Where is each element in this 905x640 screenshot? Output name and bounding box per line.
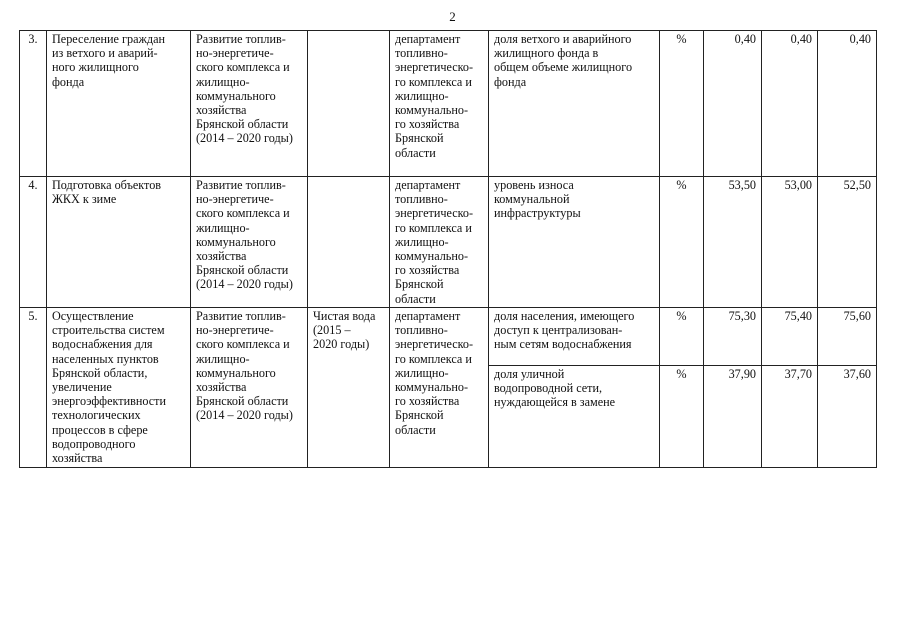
indicator-cell: доля ветхого и аварийного жилищного фонда в общем объеме жилищного фонда [489,31,660,177]
row-number: 4. [20,177,47,308]
program-cell: Развитие топлив- но-энергетиче- ского комплекса и жилищно- коммунального хозяйства Брянской области (2014 – 2020 годы) [191,177,308,308]
unit-cell: % [660,308,704,366]
executor-cell: департамент топливно- энергетическо- го комплекса и жилищно- коммунально- го хозяйства Брянской области [390,177,489,308]
value-cell: 0,40 [704,31,762,177]
unit-cell: % [660,366,704,468]
indicator-cell: доля населения, имеющего доступ к централизован- ным сетям водоснабжения [489,308,660,366]
value-cell: 37,90 [704,366,762,468]
row-number: 5. [20,308,47,468]
value-cell: 37,70 [762,366,818,468]
subprogram-cell: Чистая вода (2015 – 2020 годы) [308,308,390,468]
task-cell: Переселение граждан из ветхого и аварий- ного жилищного фонда [47,31,191,177]
table-row [20,308,877,366]
value-cell: 53,00 [762,177,818,308]
value-cell: 75,60 [818,308,877,366]
indicator-cell: уровень износа коммунальной инфраструктуры [489,177,660,308]
program-cell: Развитие топлив- но-энергетиче- ского комплекса и жилищно- коммунального хозяйства Брянской области (2014 – 2020 годы) [191,31,308,177]
value-cell: 75,30 [704,308,762,366]
row-number: 3. [20,31,47,177]
value-cell: 75,40 [762,308,818,366]
task-cell: Подготовка объектов ЖКХ к зиме [47,177,191,308]
executor-cell: департамент топливно- энергетическо- го комплекса и жилищно- коммунально- го хозяйства Брянской области [390,31,489,177]
value-cell: 52,50 [818,177,877,308]
value-cell: 37,60 [818,366,877,468]
subprogram-cell [308,31,390,177]
value-cell: 0,40 [818,31,877,177]
table-row [20,31,877,177]
value-cell: 53,50 [704,177,762,308]
table-row [20,177,877,308]
unit-cell: % [660,31,704,177]
indicator-cell: доля уличной водопроводной сети, нуждающейся в замене [489,366,660,468]
indicators-table [19,30,877,468]
executor-cell: департамент топливно- энергетическо- го комплекса и жилищно- коммунально- го хозяйства Брянской области [390,308,489,468]
program-cell: Развитие топлив- но-энергетиче- ского комплекса и жилищно- коммунального хозяйства Брянской области (2014 – 2020 годы) [191,308,308,468]
page-number: 2 [449,9,456,24]
task-cell: Осуществление строительства систем водоснабжения для населенных пунктов Брянской области, увеличение энергоэффективности технологических процессов в сфере водопроводного хозяйства [47,308,191,468]
value-cell: 0,40 [762,31,818,177]
subprogram-cell [308,177,390,308]
unit-cell: % [660,177,704,308]
